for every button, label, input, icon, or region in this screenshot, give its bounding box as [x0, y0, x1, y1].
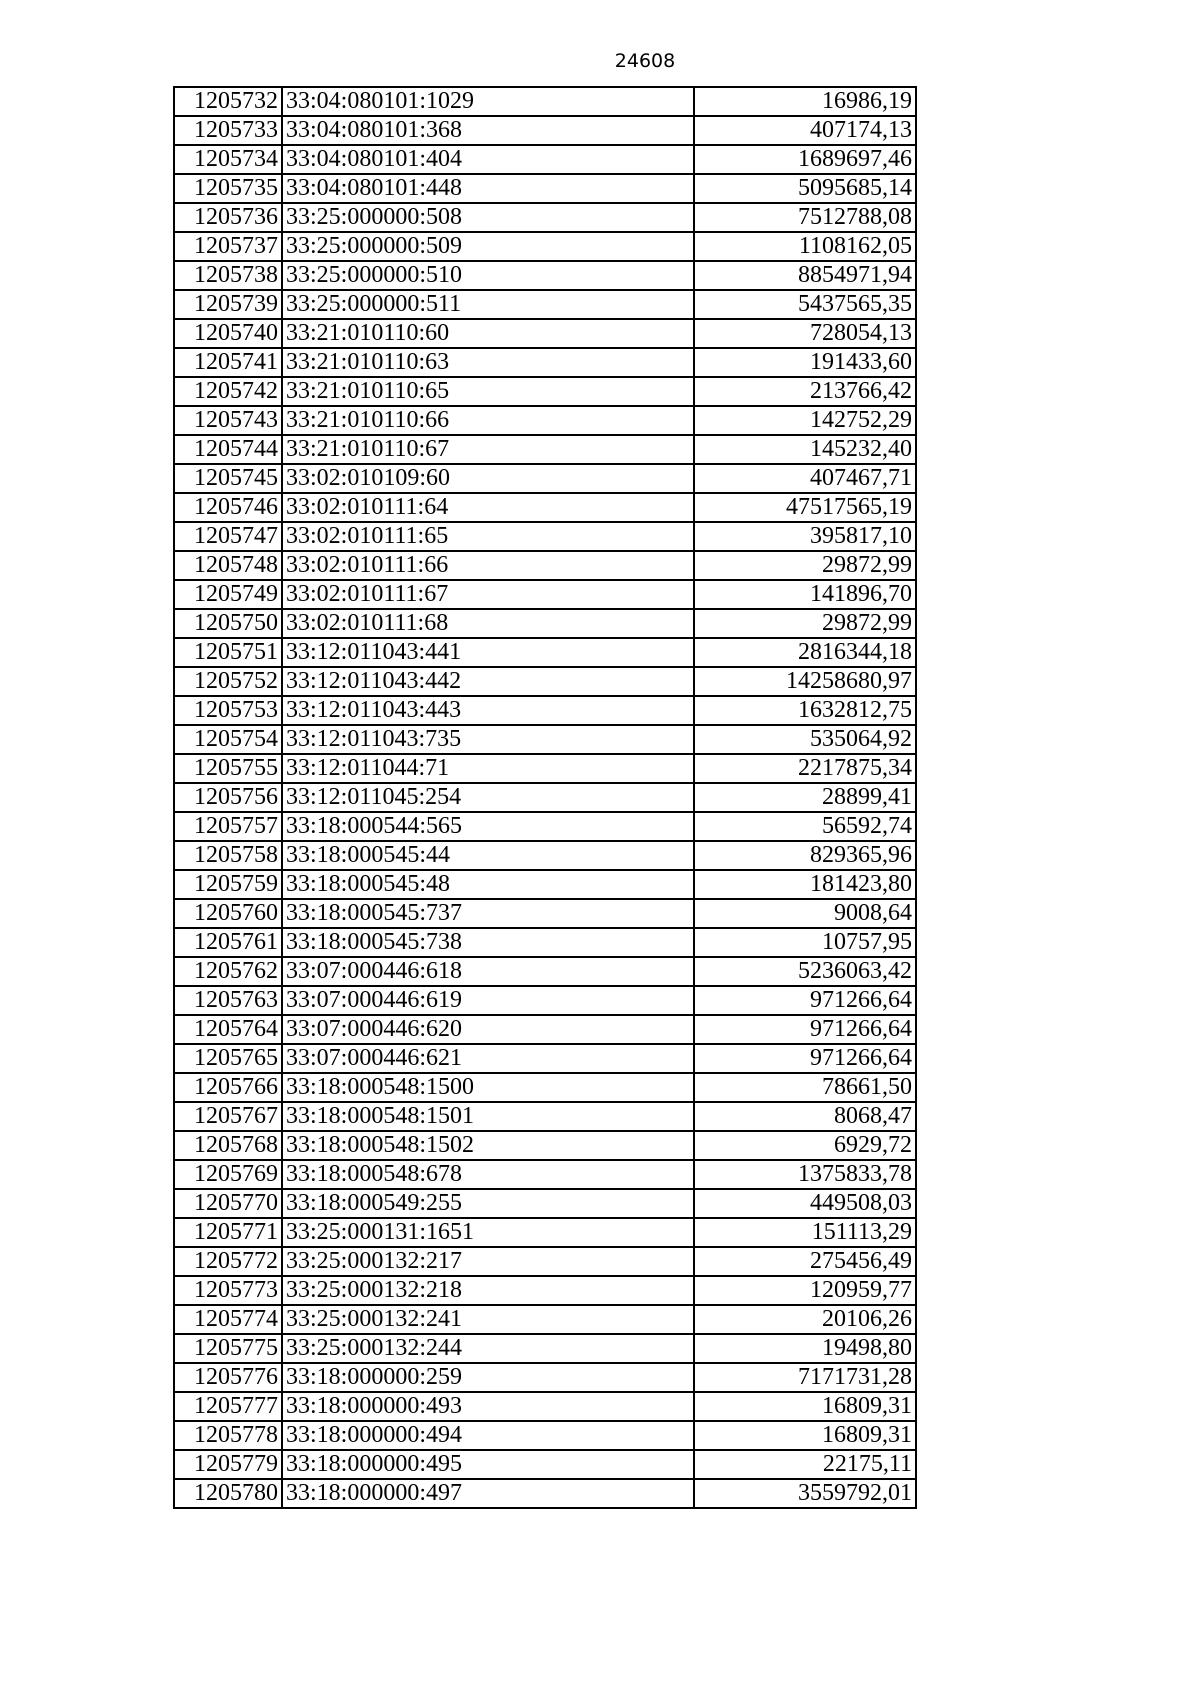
value-cell: 20106,26	[694, 1305, 916, 1334]
table-row	[174, 203, 916, 232]
value-cell: 971266,64	[694, 986, 916, 1015]
row-id-cell: 1205774	[174, 1305, 282, 1334]
row-id-cell: 1205775	[174, 1334, 282, 1363]
row-id-cell: 1205759	[174, 870, 282, 899]
table-row	[174, 783, 916, 812]
value-cell: 10757,95	[694, 928, 916, 957]
row-id-cell: 1205769	[174, 1160, 282, 1189]
value-cell: 728054,13	[694, 319, 916, 348]
cadastral-number-cell: 33:04:080101:448	[282, 174, 694, 203]
value-cell: 2217875,34	[694, 754, 916, 783]
value-cell: 829365,96	[694, 841, 916, 870]
table-row	[174, 1189, 916, 1218]
value-cell: 971266,64	[694, 1044, 916, 1073]
table-row	[174, 348, 916, 377]
table-row	[174, 1276, 916, 1305]
value-cell: 29872,99	[694, 609, 916, 638]
row-id-cell: 1205762	[174, 957, 282, 986]
row-id-cell: 1205740	[174, 319, 282, 348]
value-cell: 449508,03	[694, 1189, 916, 1218]
cadastral-number-cell: 33:02:010111:64	[282, 493, 694, 522]
table-row	[174, 464, 916, 493]
row-id-cell: 1205750	[174, 609, 282, 638]
cadastral-number-cell: 33:07:000446:621	[282, 1044, 694, 1073]
table-row	[174, 957, 916, 986]
table-row	[174, 522, 916, 551]
cadastral-number-cell: 33:07:000446:620	[282, 1015, 694, 1044]
cadastral-number-cell: 33:18:000545:737	[282, 899, 694, 928]
row-id-cell: 1205751	[174, 638, 282, 667]
row-id-cell: 1205771	[174, 1218, 282, 1247]
cadastral-number-cell: 33:18:000000:259	[282, 1363, 694, 1392]
cadastral-number-cell: 33:04:080101:404	[282, 145, 694, 174]
cadastral-number-cell: 33:12:011043:443	[282, 696, 694, 725]
cadastral-number-cell: 33:12:011043:735	[282, 725, 694, 754]
row-id-cell: 1205765	[174, 1044, 282, 1073]
cadastral-number-cell: 33:25:000000:510	[282, 261, 694, 290]
row-id-cell: 1205757	[174, 812, 282, 841]
cadastral-number-cell: 33:25:000000:509	[282, 232, 694, 261]
row-id-cell: 1205773	[174, 1276, 282, 1305]
cadastral-number-cell: 33:21:010110:60	[282, 319, 694, 348]
value-cell: 14258680,97	[694, 667, 916, 696]
value-cell: 78661,50	[694, 1073, 916, 1102]
table-row	[174, 696, 916, 725]
row-id-cell: 1205776	[174, 1363, 282, 1392]
cadastral-number-cell: 33:04:080101:1029	[282, 87, 694, 116]
value-cell: 6929,72	[694, 1131, 916, 1160]
row-id-cell: 1205761	[174, 928, 282, 957]
cadastral-number-cell: 33:18:000548:678	[282, 1160, 694, 1189]
table-row	[174, 551, 916, 580]
table-row	[174, 986, 916, 1015]
table-row	[174, 174, 916, 203]
row-id-cell: 1205754	[174, 725, 282, 754]
row-id-cell: 1205752	[174, 667, 282, 696]
value-cell: 120959,77	[694, 1276, 916, 1305]
table-body	[174, 87, 916, 1508]
row-id-cell: 1205756	[174, 783, 282, 812]
table-row	[174, 1218, 916, 1247]
row-id-cell: 1205770	[174, 1189, 282, 1218]
cadastral-number-cell: 33:02:010111:67	[282, 580, 694, 609]
table-row	[174, 928, 916, 957]
cadastral-number-cell: 33:21:010110:67	[282, 435, 694, 464]
row-id-cell: 1205768	[174, 1131, 282, 1160]
table-row	[174, 1421, 916, 1450]
cadastral-number-cell: 33:25:000000:508	[282, 203, 694, 232]
cadastral-number-cell: 33:18:000000:495	[282, 1450, 694, 1479]
table-row	[174, 116, 916, 145]
row-id-cell: 1205743	[174, 406, 282, 435]
row-id-cell: 1205744	[174, 435, 282, 464]
cadastral-number-cell: 33:12:011043:441	[282, 638, 694, 667]
table-row	[174, 1450, 916, 1479]
value-cell: 28899,41	[694, 783, 916, 812]
table-row	[174, 812, 916, 841]
table-row	[174, 261, 916, 290]
row-id-cell: 1205741	[174, 348, 282, 377]
row-id-cell: 1205738	[174, 261, 282, 290]
cadastral-number-cell: 33:18:000548:1500	[282, 1073, 694, 1102]
value-cell: 1108162,05	[694, 232, 916, 261]
row-id-cell: 1205739	[174, 290, 282, 319]
table-row	[174, 725, 916, 754]
value-cell: 395817,10	[694, 522, 916, 551]
value-cell: 22175,11	[694, 1450, 916, 1479]
value-cell: 142752,29	[694, 406, 916, 435]
row-id-cell: 1205733	[174, 116, 282, 145]
value-cell: 151113,29	[694, 1218, 916, 1247]
row-id-cell: 1205758	[174, 841, 282, 870]
value-cell: 191433,60	[694, 348, 916, 377]
cadastral-number-cell: 33:12:011045:254	[282, 783, 694, 812]
value-cell: 19498,80	[694, 1334, 916, 1363]
table-row	[174, 1015, 916, 1044]
value-cell: 16986,19	[694, 87, 916, 116]
value-cell: 3559792,01	[694, 1479, 916, 1508]
row-id-cell: 1205747	[174, 522, 282, 551]
table-row	[174, 1160, 916, 1189]
cadastral-number-cell: 33:18:000549:255	[282, 1189, 694, 1218]
cadastral-number-cell: 33:18:000548:1502	[282, 1131, 694, 1160]
row-id-cell: 1205749	[174, 580, 282, 609]
cadastral-number-cell: 33:12:011044:71	[282, 754, 694, 783]
table-row	[174, 841, 916, 870]
cadastral-number-cell: 33:25:000132:218	[282, 1276, 694, 1305]
cadastral-number-cell: 33:18:000000:497	[282, 1479, 694, 1508]
table-row	[174, 580, 916, 609]
value-cell: 9008,64	[694, 899, 916, 928]
table-row	[174, 870, 916, 899]
table-row	[174, 493, 916, 522]
row-id-cell: 1205742	[174, 377, 282, 406]
row-id-cell: 1205760	[174, 899, 282, 928]
value-cell: 971266,64	[694, 1015, 916, 1044]
value-cell: 407174,13	[694, 116, 916, 145]
table-row	[174, 290, 916, 319]
value-cell: 275456,49	[694, 1247, 916, 1276]
table-row	[174, 1247, 916, 1276]
value-cell: 16809,31	[694, 1392, 916, 1421]
value-cell: 213766,42	[694, 377, 916, 406]
cadastral-number-cell: 33:21:010110:65	[282, 377, 694, 406]
row-id-cell: 1205764	[174, 1015, 282, 1044]
cadastral-number-cell: 33:04:080101:368	[282, 116, 694, 145]
table-row	[174, 1479, 916, 1508]
row-id-cell: 1205753	[174, 696, 282, 725]
cadastral-number-cell: 33:18:000545:48	[282, 870, 694, 899]
table-row	[174, 1334, 916, 1363]
value-cell: 5236063,42	[694, 957, 916, 986]
cadastral-number-cell: 33:25:000000:511	[282, 290, 694, 319]
table-row	[174, 1044, 916, 1073]
value-cell: 5095685,14	[694, 174, 916, 203]
row-id-cell: 1205777	[174, 1392, 282, 1421]
row-id-cell: 1205780	[174, 1479, 282, 1508]
value-cell: 29872,99	[694, 551, 916, 580]
table-row	[174, 232, 916, 261]
row-id-cell: 1205767	[174, 1102, 282, 1131]
cadastral-number-cell: 33:07:000446:619	[282, 986, 694, 1015]
cadastral-number-cell: 33:21:010110:66	[282, 406, 694, 435]
row-id-cell: 1205737	[174, 232, 282, 261]
value-cell: 7512788,08	[694, 203, 916, 232]
row-id-cell: 1205755	[174, 754, 282, 783]
table-row	[174, 1073, 916, 1102]
table-row	[174, 609, 916, 638]
table-row	[174, 899, 916, 928]
value-cell: 8068,47	[694, 1102, 916, 1131]
row-id-cell: 1205779	[174, 1450, 282, 1479]
value-cell: 7171731,28	[694, 1363, 916, 1392]
cadastral-number-cell: 33:02:010111:66	[282, 551, 694, 580]
row-id-cell: 1205736	[174, 203, 282, 232]
cadastral-number-cell: 33:25:000131:1651	[282, 1218, 694, 1247]
cadastral-number-cell: 33:18:000000:494	[282, 1421, 694, 1450]
table-row	[174, 638, 916, 667]
table-row	[174, 319, 916, 348]
row-id-cell: 1205763	[174, 986, 282, 1015]
cadastral-number-cell: 33:18:000545:44	[282, 841, 694, 870]
cadastral-number-cell: 33:25:000132:241	[282, 1305, 694, 1334]
cadastral-number-cell: 33:18:000545:738	[282, 928, 694, 957]
table-row	[174, 1305, 916, 1334]
table-row	[174, 377, 916, 406]
row-id-cell: 1205732	[174, 87, 282, 116]
table-row	[174, 145, 916, 174]
value-cell: 535064,92	[694, 725, 916, 754]
cadastral-number-cell: 33:18:000548:1501	[282, 1102, 694, 1131]
row-id-cell: 1205734	[174, 145, 282, 174]
value-cell: 2816344,18	[694, 638, 916, 667]
value-cell: 1375833,78	[694, 1160, 916, 1189]
row-id-cell: 1205745	[174, 464, 282, 493]
cadastral-number-cell: 33:02:010111:68	[282, 609, 694, 638]
cadastral-number-cell: 33:25:000132:244	[282, 1334, 694, 1363]
row-id-cell: 1205735	[174, 174, 282, 203]
value-cell: 5437565,35	[694, 290, 916, 319]
value-cell: 1689697,46	[694, 145, 916, 174]
value-cell: 8854971,94	[694, 261, 916, 290]
table-row	[174, 1392, 916, 1421]
value-cell: 181423,80	[694, 870, 916, 899]
cadastral-number-cell: 33:18:000544:565	[282, 812, 694, 841]
value-cell: 407467,71	[694, 464, 916, 493]
cadastral-number-cell: 33:18:000000:493	[282, 1392, 694, 1421]
table-row	[174, 1363, 916, 1392]
cadastral-number-cell: 33:12:011043:442	[282, 667, 694, 696]
row-id-cell: 1205748	[174, 551, 282, 580]
value-cell: 47517565,19	[694, 493, 916, 522]
row-id-cell: 1205772	[174, 1247, 282, 1276]
table-row	[174, 406, 916, 435]
value-cell: 56592,74	[694, 812, 916, 841]
value-cell: 1632812,75	[694, 696, 916, 725]
cadastral-number-cell: 33:02:010111:65	[282, 522, 694, 551]
value-cell: 145232,40	[694, 435, 916, 464]
cadastral-number-cell: 33:25:000132:217	[282, 1247, 694, 1276]
table-row	[174, 435, 916, 464]
value-cell: 16809,31	[694, 1421, 916, 1450]
table-row	[174, 754, 916, 783]
row-id-cell: 1205746	[174, 493, 282, 522]
page-number: 24608	[614, 50, 676, 72]
cadastral-number-cell: 33:07:000446:618	[282, 957, 694, 986]
cadastral-number-cell: 33:21:010110:63	[282, 348, 694, 377]
table-row	[174, 87, 916, 116]
table-row	[174, 1131, 916, 1160]
row-id-cell: 1205778	[174, 1421, 282, 1450]
value-cell: 141896,70	[694, 580, 916, 609]
row-id-cell: 1205766	[174, 1073, 282, 1102]
data-table	[173, 86, 917, 1509]
cadastral-number-cell: 33:02:010109:60	[282, 464, 694, 493]
table-row	[174, 1102, 916, 1131]
table-row	[174, 667, 916, 696]
